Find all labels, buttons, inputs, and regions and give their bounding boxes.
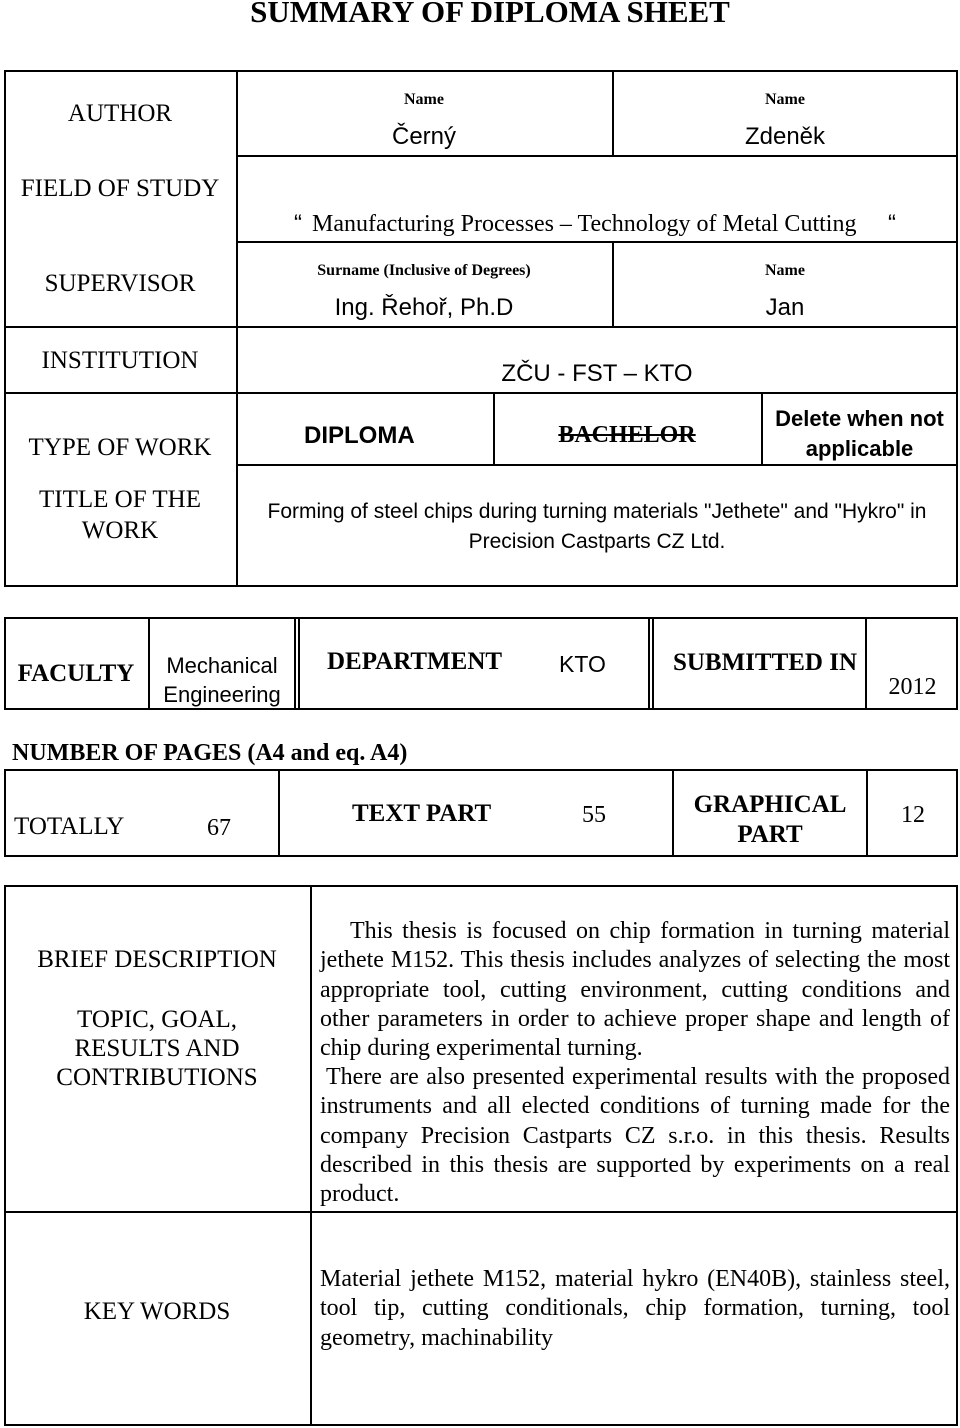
field-of-study-value: Manufacturing Processes – Technology of Metal Cutting <box>312 211 857 237</box>
type-option-diploma: DIPLOMA <box>304 422 415 449</box>
faculty-divider <box>294 617 300 710</box>
supervisor-name: Jan <box>765 294 805 321</box>
topic-goal-label: TOPIC, GOAL, RESULTS AND CONTRIBUTIONS <box>56 1006 258 1091</box>
type-delete-note: Delete when not applicable <box>775 406 944 461</box>
submitted-label: SUBMITTED IN <box>672 649 858 676</box>
supervisor-label: SUPERVISOR <box>44 270 196 297</box>
faculty-value: Mechanical Engineering <box>163 653 281 707</box>
title-of-work-label: TITLE OF THE WORK <box>38 486 201 544</box>
pages-heading: NUMBER OF PAGES (A4 and eq. A4) <box>12 740 408 766</box>
field-quote-close: “ <box>888 210 896 237</box>
row-divider <box>236 464 958 466</box>
author-name: Zdeněk <box>744 123 826 150</box>
author-name-header: Name <box>765 91 805 108</box>
row-divider <box>236 155 958 157</box>
key-words-value: Material jethete M152, material hykro (EN40B), stainless steel, tool tip, cutting conditionals, chip formation, turning, tool geometry, machinability <box>320 1266 950 1351</box>
brief-description-label: BRIEF DESCRIPTION <box>37 946 277 973</box>
supervisor-surname-header: Surname (Inclusive of Degrees) <box>317 262 531 279</box>
author-surname-header: Name <box>404 91 444 108</box>
department-label: DEPARTMENT <box>327 648 503 675</box>
row-divider <box>4 392 958 394</box>
text-part-value: 55 <box>582 802 606 828</box>
graphical-part-label: GRAPHICAL PART <box>693 791 847 848</box>
graphical-part-value: 12 <box>901 802 925 828</box>
title-of-work-value: Forming of steel chips during turning materials "Jethete" and "Hykro" in Precision Castparts CZ Ltd. <box>267 500 927 553</box>
page-title: SUMMARY OF DIPLOMA SHEET <box>250 0 730 29</box>
faculty-divider <box>648 617 654 710</box>
row-divider <box>4 326 958 328</box>
row-divider <box>236 241 958 243</box>
author-surname: Černý <box>391 123 457 150</box>
department-value: KTO <box>559 651 606 677</box>
faculty-label: FACULTY <box>17 660 135 687</box>
description-paragraph-2: There are also presented experimental results with the proposed instruments and all elected conditions of turning made for the company Precision Castparts CZ s.r.o. in this thesis. Results described in this thesis are supported by experiments on a real product. <box>320 1064 950 1208</box>
supervisor-name-header: Name <box>765 262 805 279</box>
supervisor-surname: Ing. Řehoř, Ph.D <box>334 294 514 321</box>
description-divider <box>310 885 312 1426</box>
field-quote-open: “ <box>294 210 302 237</box>
pages-divider <box>278 769 280 857</box>
type-of-work-label: TYPE OF WORK <box>28 434 212 461</box>
type-option-bachelor: BACHELOR <box>558 422 696 448</box>
field-of-study-label: FIELD OF STUDY <box>20 175 220 202</box>
totally-value: 67 <box>207 815 231 841</box>
text-part-label: TEXT PART <box>352 800 492 827</box>
submitted-year: 2012 <box>888 674 937 700</box>
institution-label: INSTITUTION <box>41 347 199 374</box>
totally-label: TOTALLY <box>14 813 125 840</box>
institution-value: ZČU - FST – KTO <box>501 360 693 387</box>
description-divider <box>4 1211 958 1213</box>
description-paragraph-1: This thesis is focused on chip formation in turning material jethete M152. This thesis includes analyzes of selecting the most appropriate tool, cutting environment, cutting conditions and other parameters in order to achieve proper shape and length of chip during experimental turning. <box>320 918 950 1062</box>
key-words-label: KEY WORDS <box>83 1298 231 1325</box>
author-label: AUTHOR <box>67 100 173 127</box>
